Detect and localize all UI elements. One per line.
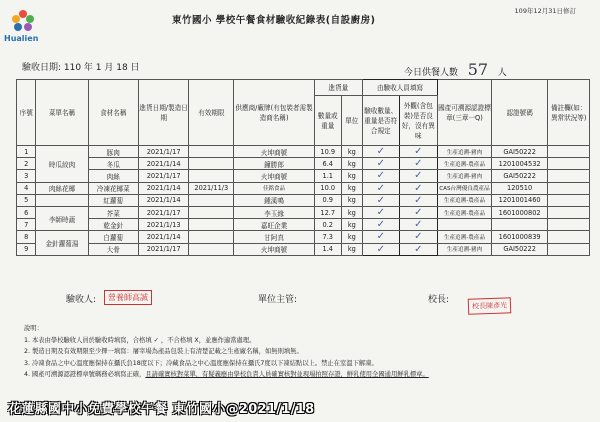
qty-cell: 7.3 [314,231,341,243]
header-dish: 菜單名稱 [36,80,88,146]
header-qty-group: 進貨量 [314,80,362,96]
check-mark: ✓ [399,243,438,255]
table-row [17,219,590,231]
header-date: 進貨日期/製造日期 [138,80,188,146]
qty-cell: 10.9 [314,146,341,158]
expiry-cell [189,170,234,182]
cert-cell: 1601000802 [491,206,548,218]
header-cert-no: 認證號碼 [491,80,548,146]
date-cell: 2021/1/14 [138,231,188,243]
qty-cell: 0.2 [314,219,341,231]
header-check2: 外觀(含包裝)是否良好，沒有異味 [399,96,438,146]
check-mark: ✓ [399,146,438,158]
ingredient-cell: 冬瓜 [88,158,138,170]
meal-count-value: 57 [467,60,489,79]
dish-cell: 金針蘿蔔湯 [36,231,88,255]
supplier-cell: 火坤商號 [234,170,315,182]
remark-cell [548,146,590,158]
unit-cell: kg [341,146,362,158]
header-unit: 單位 [341,96,362,146]
check-mark: ✓ [362,206,399,218]
cert-cell: 120510 [491,182,548,194]
meal-count-unit: 人 [497,68,507,78]
header-trace: 國產可溯源認證標章(三章一Q) [438,80,492,146]
qty-cell: 0.9 [314,194,341,206]
notes-title: 說明： [24,325,43,332]
date-cell: 2021/1/13 [138,219,188,231]
expiry-cell [189,231,234,243]
watermark-caption: 花蓮縣國中小免費學校午餐 東竹國小@2021/1/18 [8,402,315,417]
supplier-cell: 甘阿真 [234,231,315,243]
seq-cell: 5 [17,194,36,206]
unit-cell: kg [341,170,362,182]
table-row [17,206,590,218]
header-check-group: 由驗收人員填寫 [362,80,437,96]
supplier-cell: 鐘勝郎 [234,158,315,170]
qty-cell: 1.1 [314,170,341,182]
unit-cell: kg [341,219,362,231]
seq-cell: 4 [17,182,36,194]
remark-cell [548,243,590,255]
trace-cell: 生產追溯-豬肉 [438,146,492,158]
check-mark: ✓ [362,182,399,194]
expiry-cell [189,146,234,158]
check-mark: ✓ [399,170,438,182]
header-expiry: 有效期限 [189,80,234,146]
table-row [17,243,590,255]
ingredient-cell: 肉絲 [88,170,138,182]
check-mark: ✓ [362,146,399,158]
date-cell: 2021/1/17 [138,170,188,182]
ingredient-cell: 白蘿蔔 [88,231,138,243]
table-row [17,231,590,243]
note-1: 1. 本表由學校驗收人員於驗收時填寫，合格填 ✓ ，不合格填 X，並應作適當處理。 [24,336,256,344]
check-mark: ✓ [399,231,438,243]
unit-cell: kg [341,182,362,194]
date-cell: 2021/1/14 [138,158,188,170]
supplier-cell: 佳銘食品 [234,182,315,194]
date-cell: 2021/1/17 [138,146,188,158]
cert-cell: GAI50222 [491,243,548,255]
seq-cell: 1 [17,146,36,158]
note-4-text: 4. 國產可溯源認證標章號碼務必填寫正確， [24,371,146,379]
qty-cell: 12.7 [314,206,341,218]
expiry-cell [189,194,234,206]
check-mark: ✓ [399,158,438,170]
date-cell: 2021/1/14 [138,194,188,206]
page-title: 東竹國小 學校午餐食材驗收紀錄表(自設廚房) [172,15,376,26]
principal-label: 校長: [428,295,450,305]
dish-cell: 李師時蔬 [36,206,88,230]
expiry-cell: 2021/11/3 [189,182,234,194]
remark-cell [548,206,590,218]
seq-cell: 9 [17,243,36,255]
cert-cell: GAI50222 [491,146,548,158]
meal-count-label: 今日供餐人數 [404,68,459,78]
check-mark: ✓ [399,194,438,206]
check-mark: ✓ [399,219,438,231]
header-check1: 驗收數量、重量是否符合規定 [362,96,399,146]
seq-cell: 8 [17,231,36,243]
date-cell: 2021/1/17 [138,243,188,255]
expiry-cell [189,206,234,218]
meal-count [404,60,507,79]
header-ingredient: 食材名稱 [88,80,138,146]
trace-cell: 生產追溯-農產品 [438,231,492,243]
note-3: 3. 冷凍食品之中心溫度應保持在攝氏負18度以下；冷藏食品之中心溫度應保持在攝氏7度以下凍結點以上。禁止在室溫下解凍。 [24,359,378,367]
principal-stamp: 校長陳彥光 [468,297,512,314]
table-row [17,146,590,158]
unit-cell: kg [341,206,362,218]
dish-cell [36,194,88,206]
trace-cell: 生產追溯-豬肉 [438,243,492,255]
header-supplier: 供應商/廠牌(有包裝者需製造商名稱) [234,80,315,146]
expiry-cell [189,219,234,231]
trace-cell: 生產追溯-農產品 [438,194,492,206]
check-mark: ✓ [399,206,438,218]
date-cell: 2021/1/14 [138,182,188,194]
cert-cell: 1601000839 [491,231,548,243]
trace-cell: 生產追溯-豬肉 [438,170,492,182]
check-mark: ✓ [399,182,438,194]
receiver-stamp: 營養師高誠 [104,290,152,305]
check-mark: ✓ [362,194,399,206]
unit-head-label: 單位主管: [258,295,298,305]
check-mark: ✓ [362,158,399,170]
cert-cell: 1201004532 [491,158,548,170]
supplier-cell: 嘉旺企業 [234,219,315,231]
inspection-date: 驗收日期: 110 年 1 月 18 日 [22,63,140,73]
remark-cell [548,219,590,231]
trace-cell: 生產追溯-農產品 [438,206,492,218]
unit-cell: kg [341,158,362,170]
supplier-cell: 火坤商號 [234,146,315,158]
seq-cell: 7 [17,219,36,231]
supplier-cell: 李玉緣 [234,206,315,218]
ingredient-cell: 紅蘿蔔 [88,194,138,206]
table-row [17,158,590,170]
ingredient-cell: 乾金針 [88,219,138,231]
check-mark: ✓ [362,219,399,231]
check-mark: ✓ [362,170,399,182]
unit-cell: kg [341,194,362,206]
ingredient-cell: 冷凍花椰菜 [88,182,138,194]
header-remark: 備註欄(如：異常狀況等) [548,80,590,146]
ingredient-cell: 芥菜 [88,206,138,218]
remark-cell [548,231,590,243]
seq-cell: 6 [17,206,36,218]
seq-cell: 2 [17,158,36,170]
header-seq: 序號 [17,80,36,146]
qty-cell: 10.0 [314,182,341,194]
dish-cell: 肉絲花椰 [36,182,88,194]
remark-cell [548,194,590,206]
expiry-cell [189,243,234,255]
unit-cell: kg [341,243,362,255]
remark-cell [548,158,590,170]
note-4-emphasis: 且請確實核對菜單，有疑義應由學校負責人員確實核對並現場拍照存證，鮮乳使用全國通用鮮乳標章。 [145,371,429,379]
cert-cell: GAI50222 [491,170,548,182]
check-mark: ✓ [362,231,399,243]
table-row [17,182,590,194]
brand-name: Hualien [4,34,39,43]
trace-cell [438,219,492,231]
supplier-cell: 鍾溪鳴 [234,194,315,206]
notes [24,323,584,381]
expiry-cell [189,158,234,170]
header-qty: 數量或重量 [314,96,341,146]
table-row [17,170,590,182]
receiver-label: 驗收人: [66,295,97,305]
ingredient-cell: 大骨 [88,243,138,255]
remark-cell [548,170,590,182]
ingredient-cell: 豚肉 [88,146,138,158]
trace-cell: CAS台灣優良農產品 [438,182,492,194]
cert-cell: 1201001460 [491,194,548,206]
remark-cell [548,182,590,194]
trace-cell: 生產追溯-農產品 [438,158,492,170]
dish-cell: 時瓜絞肉 [36,146,88,183]
supplier-cell: 火坤商號 [234,243,315,255]
note-2: 2. 製造日期及有效期限至少擇一填寫：屠宰場為產品包裝上有清楚記載之生產廠名稱，如無則填無。 [24,348,303,356]
revision-date: 109年12月31日修訂 [514,7,576,15]
qty-cell: 6.4 [314,158,341,170]
unit-cell: kg [341,231,362,243]
check-mark: ✓ [362,243,399,255]
seq-cell: 3 [17,170,36,182]
note-4 [24,369,584,381]
qty-cell: 1.4 [314,243,341,255]
inspection-table [16,79,590,256]
cert-cell [491,219,548,231]
table-row [17,194,590,206]
date-cell: 2021/1/17 [138,206,188,218]
